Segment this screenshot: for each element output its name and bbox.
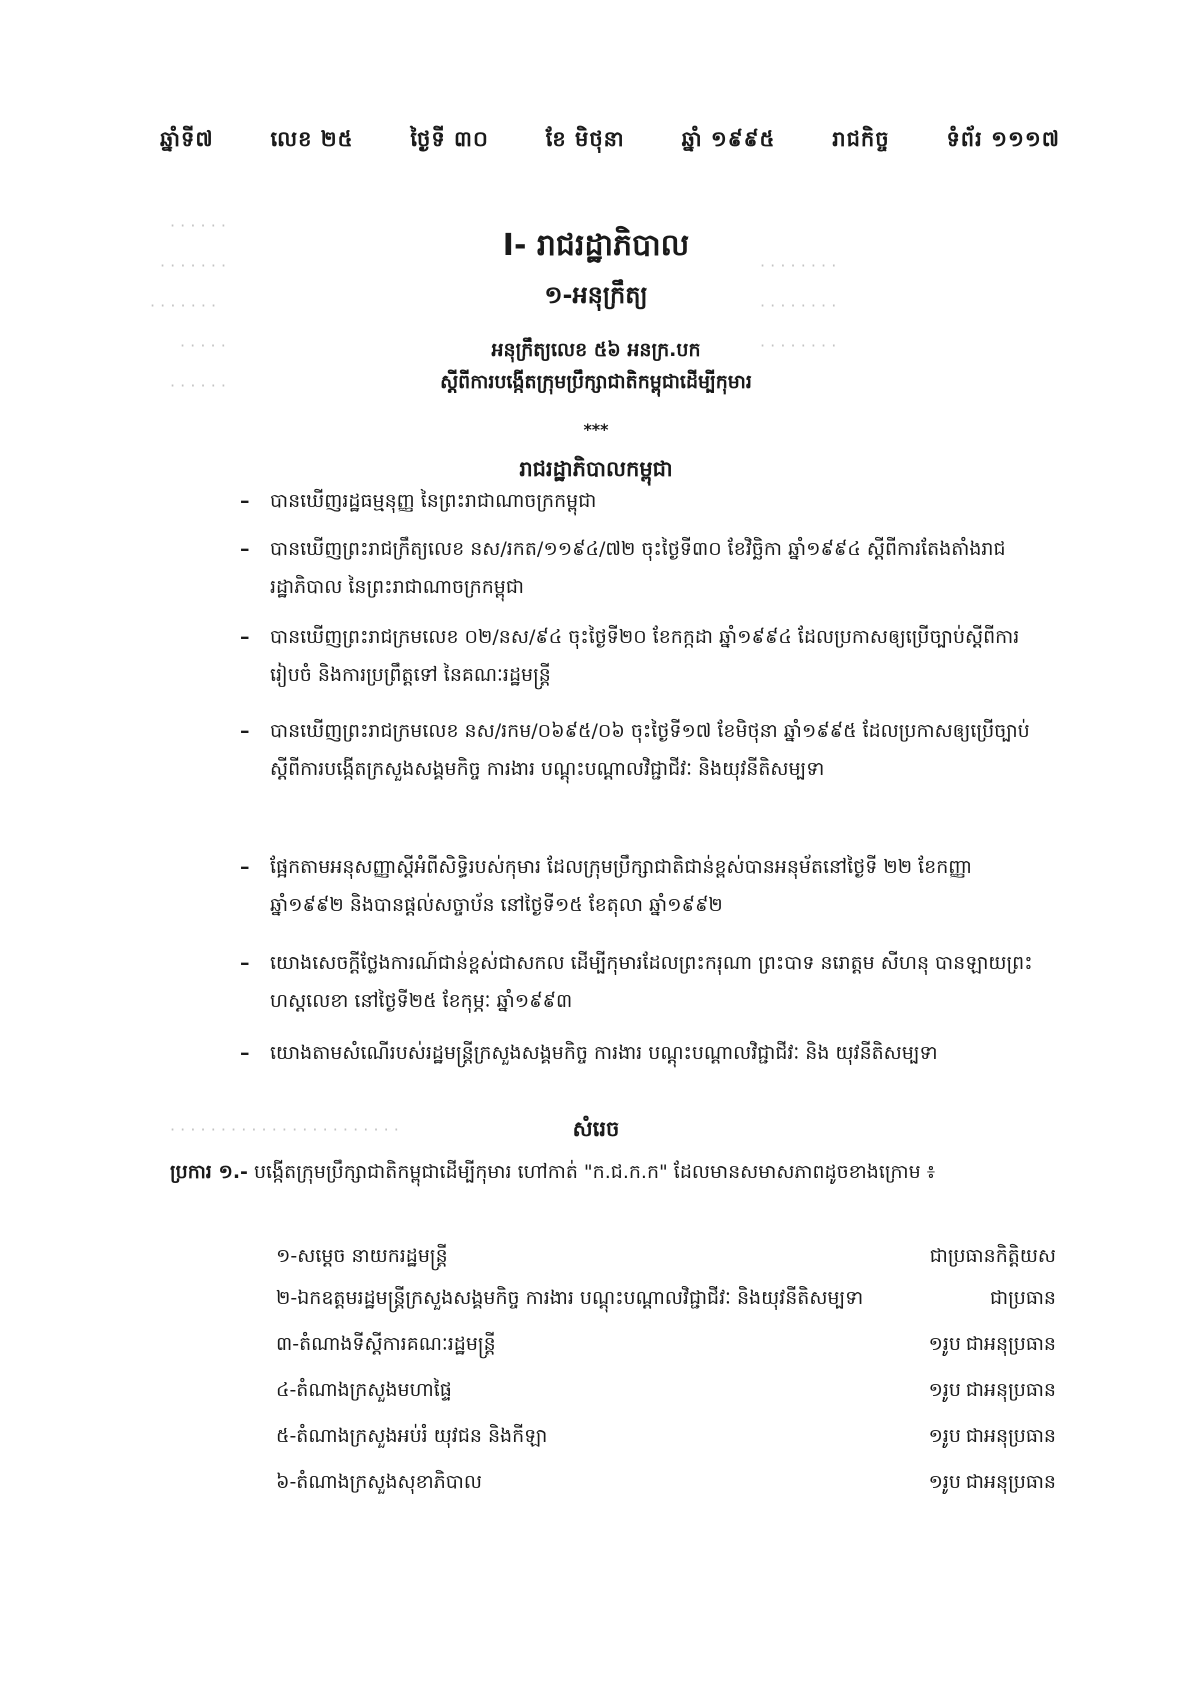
member-row: [276, 1378, 1056, 1418]
show-through-noise: · · · · · · ·: [150, 296, 217, 315]
preamble-item: – បានឃើញព្រះរាជក្រឹត្យលេខ នស/រកត/១១៩៤/៧២ ចុះថ្ងៃទី៣០ ខែវិច្ឆិកា ឆ្នាំ១៩៩៤ ស្តីពីការតែងតាំងរាជរដ្ឋាភិបាល នៃព្រះរាជាណាចក្រកម្ពុជា: [240, 538, 1006, 598]
header-issue: លេខ ២៥: [270, 127, 354, 151]
header-month: ខែ មិថុនា: [545, 127, 625, 151]
member-name: ១-សម្តេច នាយករដ្ឋមន្ត្រី: [276, 1245, 448, 1267]
show-through-noise: · · · · · · · ·: [760, 256, 837, 275]
article-1-label: ប្រការ ១.-: [170, 1161, 248, 1183]
member-role: ជាអនុប្រធាន: [965, 1425, 1056, 1447]
preamble-text: ផ្អែកតាមអនុសញ្ញាស្តីអំពីសិទ្ធិរបស់កុមារ ដែលក្រុមប្រឹក្សាជាតិជាន់ខ្ពស់បានអនុម័តនៅថ្ងៃទី ២២ ខែកញ្ញា ឆ្នាំ១៩៩២ និងបានផ្តល់សច្ចាប័ន នៅថ្ងៃទី១៥ ខែតុលា ឆ្នាំ១៩៩២: [270, 856, 973, 916]
preamble-text: យោងសេចក្តីថ្លែងការណ៍ជាន់ខ្ពស់ជាសកល ដើម្បីកុមារដែលព្រះករុណា ព្រះបាទ នរោត្តម សីហនុ បានឡាយព្រះហស្តលេខា នៅថ្ងៃទី២៥ ខែកុម្ភៈ ឆ្នាំ១៩៩៣: [270, 952, 1033, 1012]
header-year-label: ឆ្នាំទី៧: [160, 127, 214, 151]
member-name: ៤-តំណាងក្រសួងមហាផ្ទៃ: [276, 1379, 452, 1401]
header-day: ថ្ងៃទី ៣០: [410, 127, 489, 151]
member-qty: ១រូប: [928, 1425, 961, 1447]
member-row: [276, 1424, 1056, 1464]
member-row: [276, 1286, 1056, 1326]
header-gazette: រាជកិច្ច: [832, 127, 890, 151]
separator: ***: [583, 420, 609, 439]
header-year: ឆ្នាំ ១៩៩៥: [681, 127, 776, 151]
show-through-noise: · · · · · ·: [170, 376, 226, 395]
member-role: ជាអនុប្រធាន: [965, 1379, 1056, 1401]
member-name: ៣-តំណាងទីស្តីការគណៈរដ្ឋមន្ត្រី: [276, 1333, 496, 1355]
member-name: ២-ឯកឧត្តមរដ្ឋមន្ត្រីក្រសួងសង្គមកិច្ច ការងារ បណ្តុះបណ្តាលវិជ្ជាជីវៈ និងយុវនីតិសម្បទា: [276, 1287, 864, 1309]
decree-number: អនុក្រឹត្យលេខ ៥៦ អនក្រ.បក: [491, 339, 701, 361]
member-row: [276, 1332, 1056, 1372]
member-name: ៦-តំណាងក្រសួងសុខាភិបាល: [276, 1471, 482, 1493]
section-title: I- រាជរដ្ឋាភិបាល: [502, 228, 690, 263]
preamble-text: បានឃើញព្រះរាជក្រមលេខ ០២/នស/៩៤ ចុះថ្ងៃទី២០ ខែកក្កដា ឆ្នាំ១៩៩៤ ដែលប្រកាសឲ្យប្រើច្បាប់ស្តីពីការរៀបចំ និងការប្រព្រឹត្តទៅ នៃគណៈរដ្ឋមន្ត្រី: [270, 626, 1020, 686]
running-header: [160, 126, 1060, 157]
show-through-noise: · · · · · ·: [170, 216, 226, 235]
member-name: ៥-តំណាងក្រសួងអប់រំ យុវជន និងកីឡា: [276, 1425, 548, 1447]
preamble-text: បានឃើញព្រះរាជក្រមលេខ នស/រកម/០៦៩៥/០៦ ចុះថ្ងៃទី១៧ ខែមិថុនា ឆ្នាំ១៩៩៥ ដែលប្រកាសឲ្យប្រើច្បាប់ ស្តីពីការបង្កើតក្រសួងសង្គមកិច្ច ការងារ បណ្តុះបណ្តាលវិជ្ជាជីវៈ និងយុវនីតិសម្បទា: [270, 720, 1030, 780]
member-role: ជាអនុប្រធាន: [965, 1333, 1056, 1355]
article-1: [170, 1152, 1050, 1192]
subsection-title: ១-អនុក្រឹត្យ: [544, 281, 648, 309]
show-through-noise: · · · · · · ·: [160, 256, 227, 275]
preamble-item: – យោងតាមសំណើរបស់រដ្ឋមន្ត្រីក្រសួងសង្គមកិច្ច ការងារ បណ្តុះបណ្តាលវិជ្ជាជីវៈ និង យុវនីតិសម្បទា: [240, 1042, 938, 1064]
member-qty: ១រូប: [928, 1379, 961, 1401]
member-qty: ១រូប: [928, 1471, 961, 1493]
preamble-item: – ផ្អែកតាមអនុសញ្ញាស្តីអំពីសិទ្ធិរបស់កុមារ ដែលក្រុមប្រឹក្សាជាតិជាន់ខ្ពស់បានអនុម័តនៅថ្ងៃទី ២២ ខែកញ្ញា ឆ្នាំ១៩៩២ និងបានផ្តល់សច្ចាប័ន នៅថ្ងៃទី១៥ ខែតុលា ឆ្នាំ១៩៩២: [240, 856, 973, 916]
preamble-item: – បានឃើញព្រះរាជក្រមលេខ ០២/នស/៩៤ ចុះថ្ងៃទី២០ ខែកក្កដា ឆ្នាំ១៩៩៤ ដែលប្រកាសឲ្យប្រើច្បាប់ស្តីពីការរៀបចំ និងការប្រព្រឹត្តទៅ នៃគណៈរដ្ឋមន្ត្រី: [240, 626, 1020, 686]
member-role: ជាប្រធានកិត្តិយស: [929, 1245, 1056, 1267]
preamble-item: – បានឃើញព្រះរាជក្រមលេខ នស/រកម/០៦៩៥/០៦ ចុះថ្ងៃទី១៧ ខែមិថុនា ឆ្នាំ១៩៩៥ ដែលប្រកាសឲ្យប្រើច្បាប់ ស្តីពីការបង្កើតក្រសួងសង្គមកិច្ច ការងារ បណ្តុះបណ្តាលវិជ្ជាជីវៈ និងយុវនីតិសម្បទា: [240, 720, 1030, 780]
preamble-item: – បានឃើញរដ្ឋធម្មនុញ្ញ នៃព្រះរាជាណាចក្រកម្ពុជា: [240, 490, 597, 512]
decision-label: សំរេច: [572, 1117, 620, 1141]
preamble-text: យោងតាមសំណើរបស់រដ្ឋមន្ត្រីក្រសួងសង្គមកិច្ច ការងារ បណ្តុះបណ្តាលវិជ្ជាជីវៈ និង យុវនីតិសម្បទា: [270, 1042, 938, 1064]
show-through-noise: · · · · ·: [180, 336, 226, 355]
member-qty: ១រូប: [928, 1333, 961, 1355]
preamble-text: បានឃើញព្រះរាជក្រឹត្យលេខ នស/រកត/១១៩៤/៧២ ចុះថ្ងៃទី៣០ ខែវិច្ឆិកា ឆ្នាំ១៩៩៤ ស្តីពីការតែងតាំងរាជរដ្ឋាភិបាល នៃព្រះរាជាណាចក្រកម្ពុជា: [270, 538, 1006, 598]
issuer: រាជរដ្ឋាភិបាលកម្ពុជា: [519, 457, 673, 481]
article-1-text: បង្កើតក្រុមប្រឹក្សាជាតិកម្ពុជាដើម្បីកុមារ ហៅកាត់ "ក.ជ.ក.ក" ដែលមានសមាសភាពដូចខាងក្រោម ៖: [254, 1161, 936, 1183]
preamble-text: បានឃើញរដ្ឋធម្មនុញ្ញ នៃព្រះរាជាណាចក្រកម្ពុជា: [270, 490, 597, 512]
member-role: ជាប្រធាន: [990, 1287, 1056, 1309]
member-row: [276, 1470, 1056, 1510]
decree-subject: ស្តីពីការបង្កើតក្រុមប្រឹក្សាជាតិកម្ពុជាដើម្បីកុមារ: [440, 371, 752, 393]
member-row: [276, 1244, 1056, 1284]
preamble-item: – យោងសេចក្តីថ្លែងការណ៍ជាន់ខ្ពស់ជាសកល ដើម្បីកុមារដែលព្រះករុណា ព្រះបាទ នរោត្តម សីហនុ បានឡាយព្រះហស្តលេខា នៅថ្ងៃទី២៥ ខែកុម្ភៈ ឆ្នាំ១៩៩៣: [240, 952, 1033, 1012]
show-through-noise: · · · · · · · ·: [760, 336, 837, 355]
member-role: ជាអនុប្រធាន: [965, 1471, 1056, 1493]
show-through-noise: · · · · · · · ·: [760, 296, 837, 315]
show-through-noise: · · · · · · · · · · · · · · · · · · · · · · ·: [170, 1120, 399, 1139]
header-page-number: ទំព័រ ១១១៧: [946, 127, 1060, 151]
